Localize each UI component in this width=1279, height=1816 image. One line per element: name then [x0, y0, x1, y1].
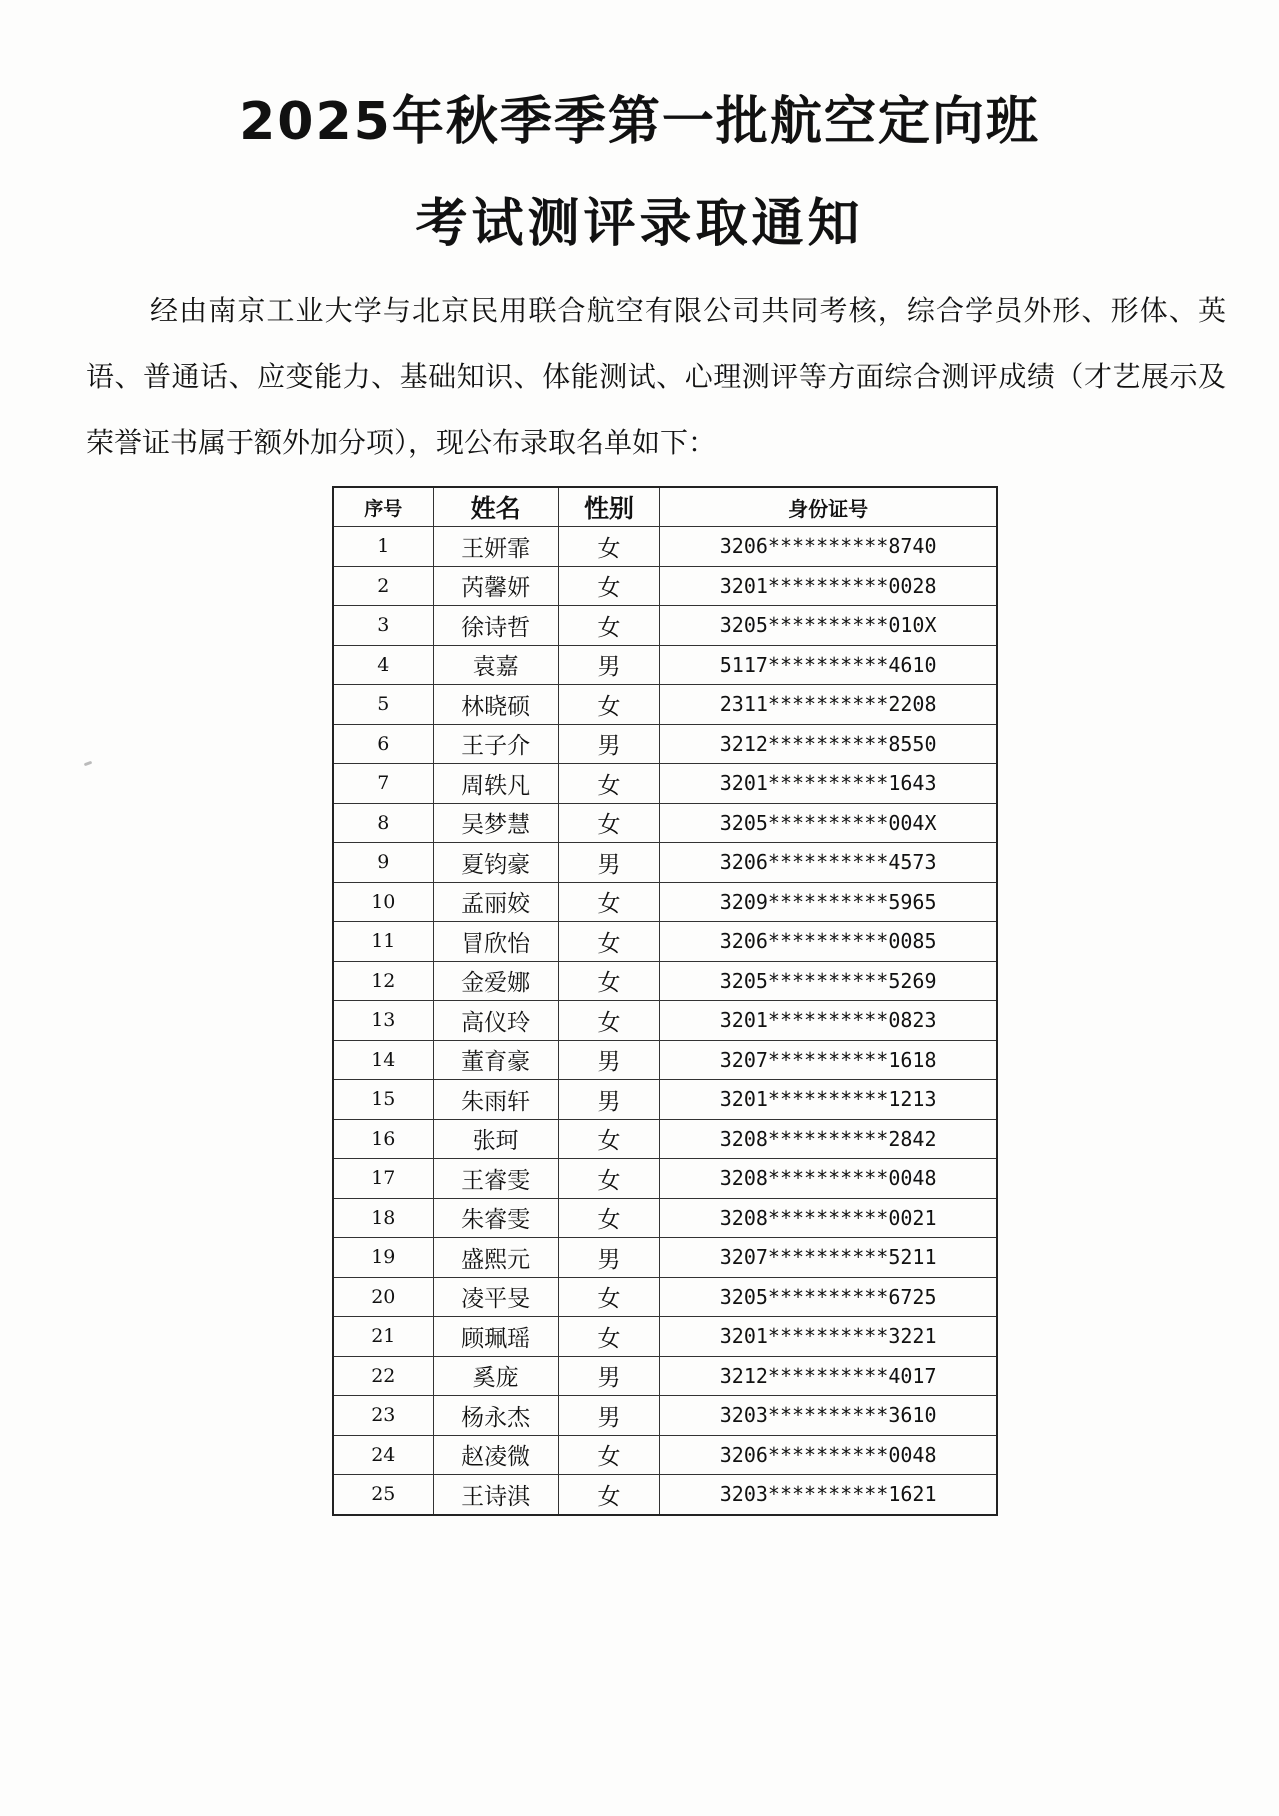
table-row	[333, 764, 997, 804]
cell-name: 周轶凡	[433, 764, 558, 804]
cell-gender: 女	[558, 882, 660, 922]
cell-id-number: 3203**********1621	[660, 1475, 997, 1515]
cell-id-number: 3201**********1643	[660, 764, 997, 804]
table-row	[333, 645, 997, 685]
cell-name: 奚庞	[433, 1356, 558, 1396]
cell-gender: 女	[558, 1317, 660, 1357]
cell-serial-number: 4	[333, 645, 433, 685]
table-row	[333, 882, 997, 922]
cell-serial-number: 19	[333, 1238, 433, 1278]
cell-serial-number: 15	[333, 1080, 433, 1120]
table-row	[333, 606, 997, 646]
document-title-line-1: 2025年秋季季第一批航空定向班	[239, 92, 1040, 152]
table-row	[333, 803, 997, 843]
table-row	[333, 1198, 997, 1238]
cell-serial-number: 18	[333, 1198, 433, 1238]
cell-serial-number: 10	[333, 882, 433, 922]
table-row	[333, 1001, 997, 1041]
table-row	[333, 843, 997, 883]
cell-serial-number: 16	[333, 1119, 433, 1159]
cell-serial-number: 3	[333, 606, 433, 646]
header-gender: 性别	[558, 487, 660, 527]
cell-gender: 男	[558, 724, 660, 764]
cell-gender: 女	[558, 1159, 660, 1199]
cell-name: 王子介	[433, 724, 558, 764]
cell-serial-number: 8	[333, 803, 433, 843]
cell-name: 孟丽姣	[433, 882, 558, 922]
cell-id-number: 3201**********1213	[660, 1080, 997, 1120]
cell-gender: 女	[558, 961, 660, 1001]
cell-gender: 女	[558, 1435, 660, 1475]
cell-name: 董育豪	[433, 1040, 558, 1080]
cell-serial-number: 13	[333, 1001, 433, 1041]
scan-speck	[84, 761, 93, 767]
cell-id-number: 2311**********2208	[660, 685, 997, 725]
cell-id-number: 3208**********0021	[660, 1198, 997, 1238]
cell-name: 林晓硕	[433, 685, 558, 725]
cell-gender: 女	[558, 1198, 660, 1238]
cell-gender: 男	[558, 1396, 660, 1436]
cell-gender: 女	[558, 922, 660, 962]
cell-id-number: 3201**********0823	[660, 1001, 997, 1041]
cell-name: 盛熙元	[433, 1238, 558, 1278]
cell-id-number: 3205**********004X	[660, 803, 997, 843]
table-row	[333, 724, 997, 764]
cell-serial-number: 23	[333, 1396, 433, 1436]
header-id-number: 身份证号	[660, 487, 997, 527]
table-row	[333, 1080, 997, 1120]
cell-serial-number: 12	[333, 961, 433, 1001]
cell-serial-number: 21	[333, 1317, 433, 1357]
cell-gender: 女	[558, 527, 660, 567]
cell-name: 杨永杰	[433, 1396, 558, 1436]
cell-gender: 男	[558, 1356, 660, 1396]
table-header-row	[333, 487, 997, 527]
cell-name: 朱睿雯	[433, 1198, 558, 1238]
table-row	[333, 1475, 997, 1515]
cell-gender: 女	[558, 1119, 660, 1159]
cell-id-number: 3201**********3221	[660, 1317, 997, 1357]
cell-gender: 男	[558, 843, 660, 883]
cell-gender: 女	[558, 764, 660, 804]
cell-id-number: 3209**********5965	[660, 882, 997, 922]
cell-id-number: 3212**********4017	[660, 1356, 997, 1396]
cell-gender: 女	[558, 685, 660, 725]
cell-id-number: 3208**********0048	[660, 1159, 997, 1199]
cell-name: 朱雨轩	[433, 1080, 558, 1120]
cell-serial-number: 11	[333, 922, 433, 962]
cell-name: 高仪玲	[433, 1001, 558, 1041]
cell-id-number: 5117**********4610	[660, 645, 997, 685]
cell-serial-number: 9	[333, 843, 433, 883]
table-row	[333, 961, 997, 1001]
cell-id-number: 3205**********5269	[660, 961, 997, 1001]
cell-serial-number: 2	[333, 566, 433, 606]
admission-table	[332, 486, 998, 1516]
cell-gender: 女	[558, 566, 660, 606]
cell-id-number: 3206**********0048	[660, 1435, 997, 1475]
cell-name: 袁嘉	[433, 645, 558, 685]
cell-serial-number: 7	[333, 764, 433, 804]
cell-gender: 女	[558, 1001, 660, 1041]
cell-gender: 女	[558, 1475, 660, 1515]
cell-serial-number: 6	[333, 724, 433, 764]
cell-gender: 男	[558, 1080, 660, 1120]
document-title-line-2: 考试测评录取通知	[415, 194, 864, 254]
table-row	[333, 566, 997, 606]
cell-gender: 男	[558, 1040, 660, 1080]
cell-id-number: 3205**********010X	[660, 606, 997, 646]
intro-paragraph: 经由南京工业大学与北京民用联合航空有限公司共同考核，综合学员外形、形体、英语、普通话、应变能力、基础知识、体能测试、心理测评等方面综合测评成绩（才艺展示及荣誉证书属于额外加分项），现公布录取名单如下：	[86, 294, 1226, 459]
table-row	[333, 1277, 997, 1317]
cell-name: 冒欣怡	[433, 922, 558, 962]
cell-serial-number: 25	[333, 1475, 433, 1515]
cell-id-number: 3208**********2842	[660, 1119, 997, 1159]
cell-name: 王诗淇	[433, 1475, 558, 1515]
cell-serial-number: 17	[333, 1159, 433, 1199]
cell-id-number: 3206**********0085	[660, 922, 997, 962]
cell-name: 王睿雯	[433, 1159, 558, 1199]
cell-serial-number: 22	[333, 1356, 433, 1396]
table-body	[333, 527, 997, 1515]
cell-id-number: 3207**********5211	[660, 1238, 997, 1278]
cell-name: 芮馨妍	[433, 566, 558, 606]
table-row	[333, 1317, 997, 1357]
table-row	[333, 1356, 997, 1396]
cell-name: 顾珮瑶	[433, 1317, 558, 1357]
cell-id-number: 3206**********4573	[660, 843, 997, 883]
cell-gender: 女	[558, 1277, 660, 1317]
cell-name: 夏钧豪	[433, 843, 558, 883]
cell-gender: 男	[558, 1238, 660, 1278]
cell-name: 赵凌微	[433, 1435, 558, 1475]
cell-gender: 女	[558, 606, 660, 646]
cell-serial-number: 24	[333, 1435, 433, 1475]
cell-serial-number: 20	[333, 1277, 433, 1317]
cell-name: 王妍霏	[433, 527, 558, 567]
cell-name: 张珂	[433, 1119, 558, 1159]
table-row	[333, 1159, 997, 1199]
table-row	[333, 1238, 997, 1278]
cell-id-number: 3205**********6725	[660, 1277, 997, 1317]
table-row	[333, 685, 997, 725]
cell-id-number: 3212**********8550	[660, 724, 997, 764]
cell-serial-number: 14	[333, 1040, 433, 1080]
cell-id-number: 3201**********0028	[660, 566, 997, 606]
cell-id-number: 3207**********1618	[660, 1040, 997, 1080]
table-row	[333, 527, 997, 567]
cell-name: 吴梦慧	[433, 803, 558, 843]
cell-serial-number: 5	[333, 685, 433, 725]
cell-name: 凌平旻	[433, 1277, 558, 1317]
cell-id-number: 3203**********3610	[660, 1396, 997, 1436]
table-row	[333, 1435, 997, 1475]
table-row	[333, 1119, 997, 1159]
header-serial-number: 序号	[333, 487, 433, 527]
cell-gender: 女	[558, 803, 660, 843]
header-name: 姓名	[433, 487, 558, 527]
cell-serial-number: 1	[333, 527, 433, 567]
table-row	[333, 922, 997, 962]
cell-id-number: 3206**********8740	[660, 527, 997, 567]
table-row	[333, 1396, 997, 1436]
table-row	[333, 1040, 997, 1080]
cell-name: 金爱娜	[433, 961, 558, 1001]
cell-gender: 男	[558, 645, 660, 685]
cell-name: 徐诗哲	[433, 606, 558, 646]
